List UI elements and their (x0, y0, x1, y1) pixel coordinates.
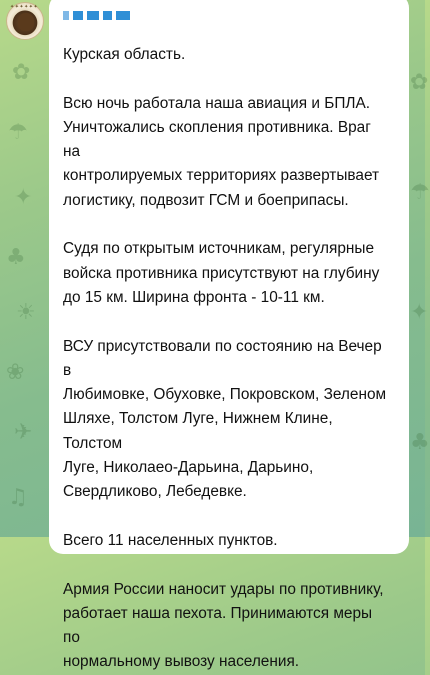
avatar-figure-icon (18, 13, 34, 31)
doodle-icon: ✿ (12, 60, 31, 85)
channel-avatar[interactable] (6, 2, 44, 40)
doodle-icon: ✦ (410, 300, 429, 325)
message-paragraph: Всю ночь работала наша авиация и БПЛА. Уничтожались скопления противника. Враг на контролируемых территориях развертывает логистику, подвозит ГСМ и боеприпасы. (63, 94, 380, 209)
message-bubble[interactable] (49, 0, 409, 671)
avatar-emblem-icon: ✦✦✦✦✦✦ (10, 4, 39, 10)
doodle-icon: ♣ (6, 245, 26, 270)
doodle-icon: ☂ (8, 120, 28, 145)
doodle-icon: ✿ (410, 70, 429, 95)
message-paragraph: Судя по открытым источникам, регулярные войска противника присутствуют на глубину до 15 км. Ширина фронта - 10-11 км. (63, 240, 380, 306)
sender-name-redacted[interactable] (63, 8, 391, 22)
doodle-icon: ♫ (8, 485, 28, 510)
doodle-icon: ✈ (14, 420, 33, 445)
message-paragraph-title: Курская область. (63, 46, 186, 63)
message-paragraph: Всего 11 населенных пунктов. (63, 531, 278, 549)
doodle-icon: ❀ (6, 360, 25, 385)
message-paragraph: Армия России наносит удары по противнику, работает наша пехота. Принимаются меры по нормальному вывозу населения. (63, 580, 384, 671)
doodle-icon: ✦ (14, 185, 33, 210)
doodle-icon: ☀ (16, 300, 36, 325)
message-paragraph: ВСУ присутствовали по состоянию на Вечер в Любимовке, Обуховке, Покровском, Зеленом Шляхе, Толстом Луге, Нижнем Клине, Толстом Луге, Николаео-Дарьина, Дарьино, Свердликово, Лебедевке. (63, 337, 387, 501)
doodle-icon: ♣ (410, 430, 430, 455)
doodle-icon: ☂ (410, 180, 430, 205)
